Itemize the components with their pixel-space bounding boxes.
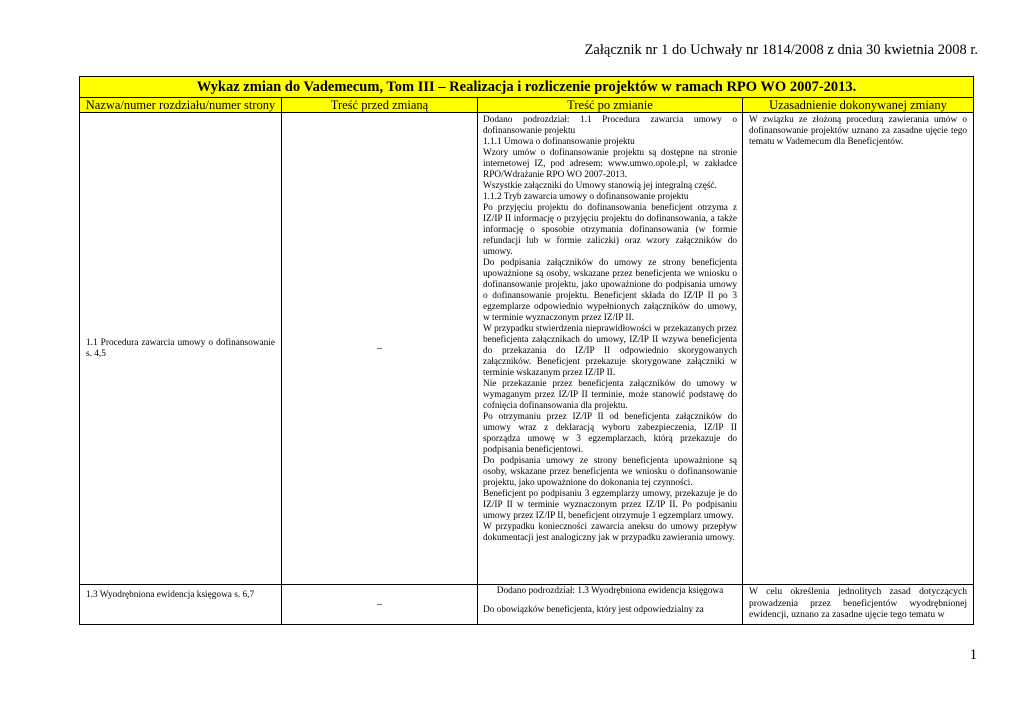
row-before-cell: – <box>282 585 478 625</box>
row-justification-cell <box>743 113 974 585</box>
row-name-cell <box>80 585 282 625</box>
after-paragraph: W przypadku stwierdzenia nieprawidłowości w przekazanych przez beneficjenta załącznikach do umowy, IZ/IP II wzywa beneficjenta do przekazania do IZ/IP II odpowiednio skorygowanych załączników. Beneficjent przekazuje skorygowane załączniki w terminie wskazanym przez IZ/IP II. <box>483 324 737 378</box>
column-header-before: Treść przed zmianą <box>282 98 478 113</box>
changes-table <box>79 76 974 625</box>
after-paragraph: 1.1.1 Umowa o dofinansowanie projektu <box>483 137 635 147</box>
after-paragraph: Wzory umów o dofinansowanie projektu są dostępne na stronie internetowej IZ, pod adresem: www.umwo.opole.pl, w zakładce RPO/Wdrażanie RPO WO 2007-2013. <box>483 148 737 180</box>
after-paragraph: Beneficjent po podpisaniu 3 egzemplarzy umowy, przekazuje je do IZ/IP II w terminie wyznaczonym przez IZ/IP II. Po podpisaniu umowy przez IZ/IP II, beneficjent otrzymuje 1 egzemplarz umowy. <box>483 489 737 521</box>
row-name-cell <box>80 113 282 585</box>
row-before-cell: – <box>282 113 478 585</box>
after-paragraph: Wszystkie załączniki do Umowy stanowią jej integralną część. <box>483 181 717 191</box>
after-paragraph: 1.1.2 Tryb zawarcia umowy o dofinansowanie projektu <box>483 192 689 202</box>
after-paragraph: Do podpisania umowy ze strony beneficjenta upoważnione są osoby, wskazane przez beneficjenta we wniosku o dofinansowanie projektu, jako upoważnione do dokonania tej czynności. <box>483 456 737 488</box>
after-paragraph: Do obowiązków beneficjenta, który jest odpowiedzialny za <box>483 605 704 615</box>
after-paragraph: Po przyjęciu projektu do dofinansowania beneficjent otrzyma z IZ/IP II informację o przyjęciu projektu do dofinansowania, a także informację o sposobie otrzymania dofinansowania (w formie refundacji lub w formie zaliczki) oraz wzory załączników do umowy. <box>483 203 737 257</box>
row-name: 1.3 Wyodrębniona ewidencja księgowa s. 6,7 <box>86 590 255 600</box>
after-paragraph: Nie przekazanie przez beneficjenta załączników do umowy w wymaganym przez IZ/IP II terminie, może stanowić podstawę do cofnięcia dofinansowania dla projektu. <box>483 379 737 411</box>
table-row <box>80 585 974 625</box>
column-header-justification: Uzasadnienie dokonywanej zmiany <box>743 98 974 113</box>
column-header-name: Nazwa/numer rozdziału/numer strony <box>80 98 282 113</box>
page-number: 1 <box>969 647 977 663</box>
after-paragraph: Dodano podrozdział: 1.1 Procedura zawarcia umowy o dofinansowanie projektu <box>483 115 737 136</box>
table-header-row <box>80 98 974 113</box>
after-paragraph: Dodano podrozdział: 1.3 Wyodrębniona ewidencja księgowa <box>496 586 724 596</box>
after-paragraph: W przypadku konieczności zawarcia aneksu do umowy przepływ dokumentacji jest analogiczny jak w przypadku zawierania umowy. <box>483 522 737 543</box>
justification-text: W związku ze złożoną procedurą zawierania umów o dofinansowanie projektów uznano za zasadne ujęcie tego tematu w Vademecum dla Beneficjentów. <box>749 115 968 147</box>
row-name: 1.1 Procedura zawarcia umowy o dofinansowanie s. 4,5 <box>86 337 275 359</box>
row-justification-cell <box>743 585 974 625</box>
column-header-after: Treść po zmianie <box>478 98 743 113</box>
table-title-row <box>80 77 974 98</box>
row-after-cell <box>478 113 743 585</box>
row-after-cell <box>478 585 743 625</box>
justification-text: W celu określenia jednolitych zasad dotyczących prowadzenia przez beneficjentów wyodrębnionej ewidencji, uznano za zasadne ujęcie tego tematu w <box>749 586 968 620</box>
after-paragraph: Po otrzymaniu przez IZ/IP II od beneficjenta załączników do umowy wraz z deklaracją wyboru zabezpieczenia, IZ/IP II sporządza umowę w 3 egzemplarzach, którą przekazuje do podpisania beneficjentowi. <box>483 412 737 455</box>
attachment-reference: Załącznik nr 1 do Uchwały nr 1814/2008 z dnia 30 kwietnia 2008 r. <box>584 42 978 58</box>
table-row <box>80 113 974 585</box>
after-paragraph: Do podpisania załączników do umowy ze strony beneficjenta upoważnione są osoby, wskazane przez beneficjenta we wniosku o dofinansowanie projektu, jako upoważnione do podpisania umowy o dofinansowanie projektu. Beneficjent składa do IZ/IP II po 3 egzemplarze odpowiednio wypełnionych załączników do umowy, w terminie wyznaczonym przez IZ/IP II. <box>483 258 737 323</box>
table-title: Wykaz zmian do Vademecum, Tom III – Realizacja i rozliczenie projektów w ramach RPO WO 2007-2013. <box>80 77 974 98</box>
